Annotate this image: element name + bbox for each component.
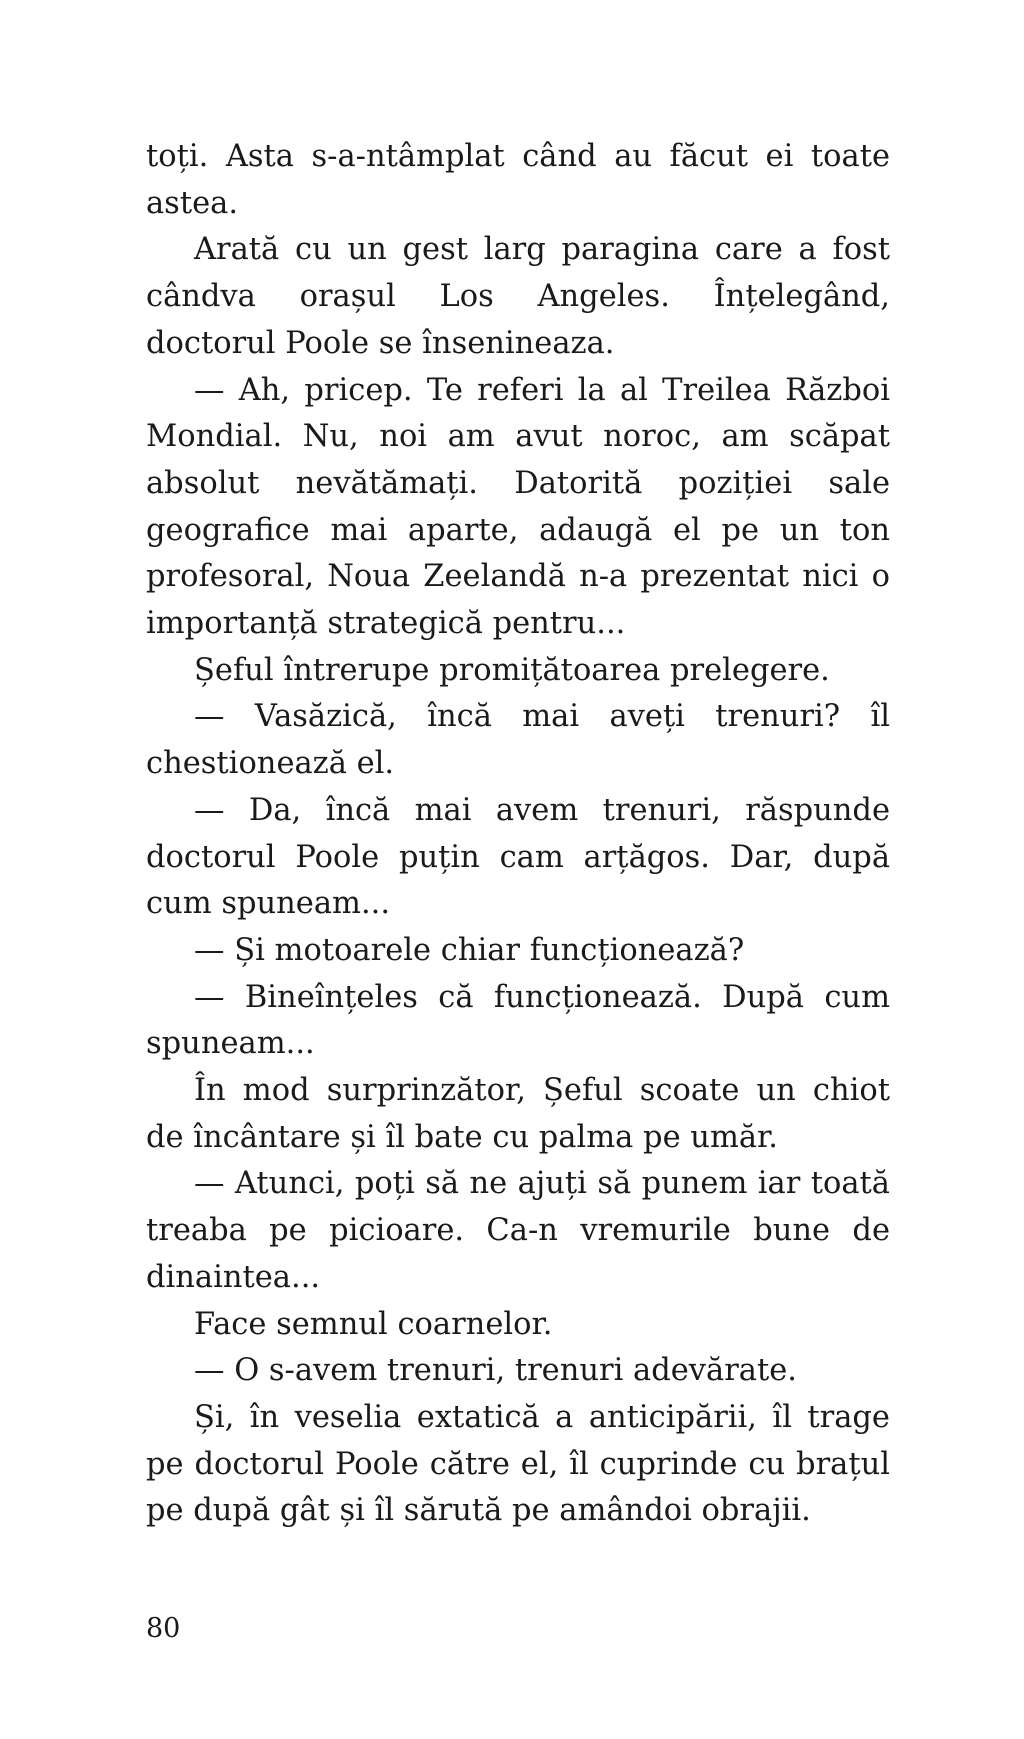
paragraph: — Vasăzică, încă mai aveți trenuri? îl chestionează el. bbox=[146, 699, 890, 782]
paragraph: — Atunci, poți să ne ajuți să punem iar toată treaba pe picioare. Ca-n vremurile bune de dinaintea... bbox=[146, 1166, 890, 1295]
paragraph: — Și motoarele chiar funcționează? bbox=[194, 932, 745, 968]
paragraph: În mod surprinzător, Șeful scoate un chiot de încântare și îl bate cu palma pe umăr. bbox=[146, 1073, 890, 1155]
paragraph: — Da, încă mai avem trenuri, răspunde doctorul Poole puțin cam arțăgos. Dar, după cum spuneam... bbox=[146, 792, 890, 922]
paragraph: Și, în veselia extatică a anticipării, îl trage pe doctorul Poole către el, îl cuprinde cu brațul pe după gât și îl sărută pe amândoi obrajii. bbox=[146, 1399, 890, 1529]
paragraph: — O s-avem trenuri, trenuri adevărate. bbox=[194, 1353, 797, 1389]
paragraph: Șeful întrerupe promițătoarea prelegere. bbox=[194, 652, 830, 688]
paragraph: Face semnul coarnelor. bbox=[194, 1306, 553, 1342]
paragraph: — Ah, pricep. Te referi la al Treilea Război Mondial. Nu, noi am avut noroc, am scăpat absolut nevătămați. Datorită poziției sale geografice mai aparte, adaugă el pe un ton profesoral, Noua Zeelandă n-a prezentat nici o importanță strategică pentru... bbox=[146, 372, 890, 642]
paragraph: Arată cu un gest larg paragina care a fost cândva orașul Los Angeles. Înțelegând, doctorul Poole se însenineaza. bbox=[146, 232, 890, 361]
paragraph: toți. Asta s-a-ntâmplat când au făcut ei toate astea. bbox=[146, 139, 890, 221]
book-page-text bbox=[146, 134, 890, 1535]
page-number: 80 bbox=[146, 1613, 181, 1644]
paragraph: — Bineînțeles că funcționează. După cum spuneam... bbox=[146, 979, 890, 1062]
